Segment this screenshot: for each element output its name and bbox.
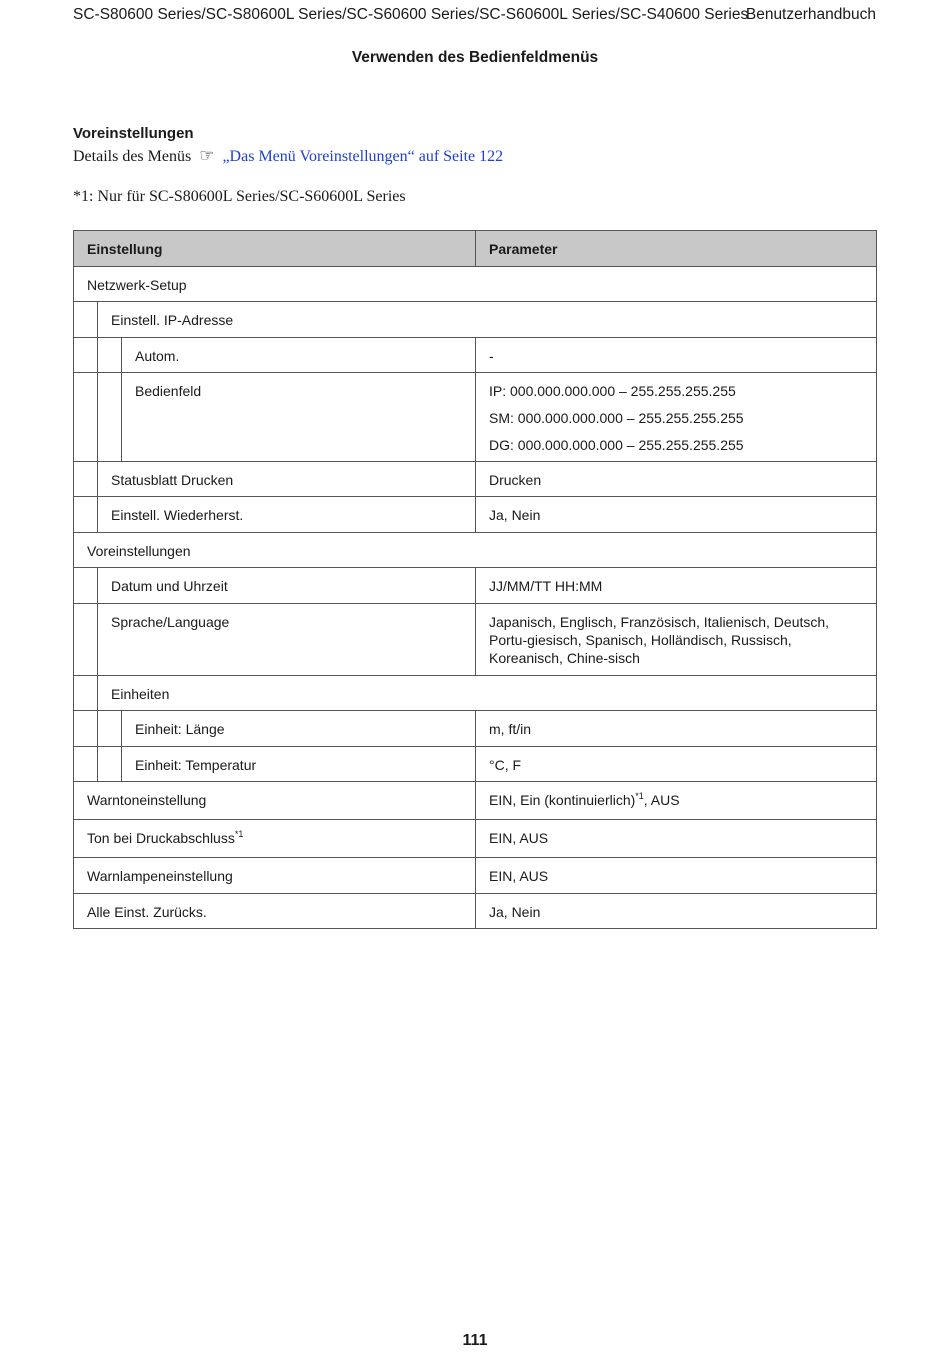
table-row [74, 497, 877, 533]
parameter-cell: Ja, Nein [475, 497, 876, 532]
table-row [74, 820, 877, 858]
table-row [74, 676, 877, 711]
table-row [74, 568, 877, 604]
indent-spacer [74, 497, 98, 532]
footnote: *1: Nur für SC-S80600L Series/SC-S60600L Series [73, 188, 406, 205]
indent-spacer [74, 711, 98, 746]
setting-cell: Einheit: Temperatur [135, 757, 257, 773]
setting-cell: Autom. [135, 348, 180, 364]
indent-spacer [98, 711, 122, 746]
table-row [74, 604, 877, 676]
indent-spacer [74, 302, 98, 337]
parameter-text: EIN, Ein (kontinuierlich) [489, 792, 636, 808]
table-row [74, 267, 877, 302]
indent-spacer [74, 676, 98, 710]
parameter-cell: EIN, AUS [475, 820, 876, 857]
setting-cell: Einstell. Wiederherst. [111, 507, 244, 523]
parameter-cell: Ja, Nein [475, 894, 876, 928]
indent-spacer [98, 338, 122, 372]
parameter-cell [475, 782, 876, 819]
table-row [74, 894, 877, 929]
pointing-hand-icon: ☞ [199, 146, 215, 165]
indent-spacer [74, 338, 98, 372]
parameter-cell: - [475, 338, 876, 372]
page-number: 111 [462, 1332, 488, 1349]
details-line [73, 146, 503, 166]
parameter-cell [475, 373, 876, 461]
parameter-line: DG: 000.000.000.000 – 255.255.255.255 [489, 437, 744, 453]
setting-cell: Alle Einst. Zurücks. [87, 904, 207, 920]
indent-spacer [98, 747, 122, 781]
parameter-cell: JJ/MM/TT HH:MM [475, 568, 876, 603]
setting-cell [74, 820, 475, 857]
setting-cell: Warntoneinstellung [87, 792, 207, 808]
parameter-line: SM: 000.000.000.000 – 255.255.255.255 [489, 410, 744, 426]
details-prefix: Details des Menüs [73, 148, 192, 165]
setting-cell: Bedienfeld [135, 383, 202, 399]
table-row [74, 858, 877, 894]
indent-spacer [74, 604, 98, 675]
header-manual-title: Benutzerhandbuch [745, 6, 876, 23]
indent-spacer [98, 373, 122, 461]
indent-spacer [74, 462, 98, 496]
indent-spacer [74, 373, 98, 461]
table-row [74, 462, 877, 497]
header-models: SC-S80600 Series/SC-S80600L Series/SC-S60600 Series/SC-S60600L Series/SC-S40600 Series [73, 6, 749, 23]
setting-cell: Voreinstellungen [87, 543, 191, 559]
setting-cell: Sprache/Language [111, 614, 230, 630]
parameter-cell: °C, F [475, 747, 876, 781]
indent-spacer [74, 568, 98, 603]
setting-cell: Einheiten [111, 686, 170, 702]
setting-cell: Netzwerk-Setup [87, 277, 187, 293]
details-link[interactable]: „Das Menü Voreinstellungen“ auf Seite 122 [222, 148, 504, 165]
parameter-cell: m, ft/in [475, 711, 876, 746]
setting-text: Ton bei Druckabschluss [87, 830, 235, 846]
footnote-marker: *1 [635, 791, 644, 801]
table-row [74, 747, 877, 782]
table-row [74, 533, 877, 568]
setting-cell: Datum und Uhrzeit [111, 578, 228, 594]
header-setting: Einstellung [87, 241, 163, 257]
footnote-marker: *1 [234, 829, 244, 839]
parameter-text: , AUS [643, 792, 680, 808]
parameter-cell: Drucken [475, 462, 876, 496]
table-row [74, 782, 877, 820]
sub-heading: Voreinstellungen [73, 125, 194, 142]
parameter-line: IP: 000.000.000.000 – 255.255.255.255 [489, 383, 736, 399]
parameter-cell: EIN, AUS [475, 858, 876, 893]
parameter-cell: Japanisch, Englisch, Französisch, Italienisch, Deutsch, Portu-giesisch, Spanisch, Holländisch, Russisch, Koreanisch, Chine-sisch [475, 604, 876, 675]
table-row [74, 338, 877, 373]
settings-table [73, 230, 877, 929]
table-header-row [74, 231, 877, 267]
setting-cell: Statusblatt Drucken [111, 472, 234, 488]
table-row [74, 711, 877, 747]
table-row [74, 302, 877, 338]
section-title: Verwenden des Bedienfeldmenüs [351, 49, 599, 66]
header-parameter: Parameter [475, 231, 876, 266]
table-row [74, 373, 877, 462]
setting-cell: Einheit: Länge [135, 721, 225, 737]
indent-spacer [74, 747, 98, 781]
setting-cell: Einstell. IP-Adresse [111, 312, 234, 328]
setting-cell: Warnlampeneinstellung [87, 868, 233, 884]
